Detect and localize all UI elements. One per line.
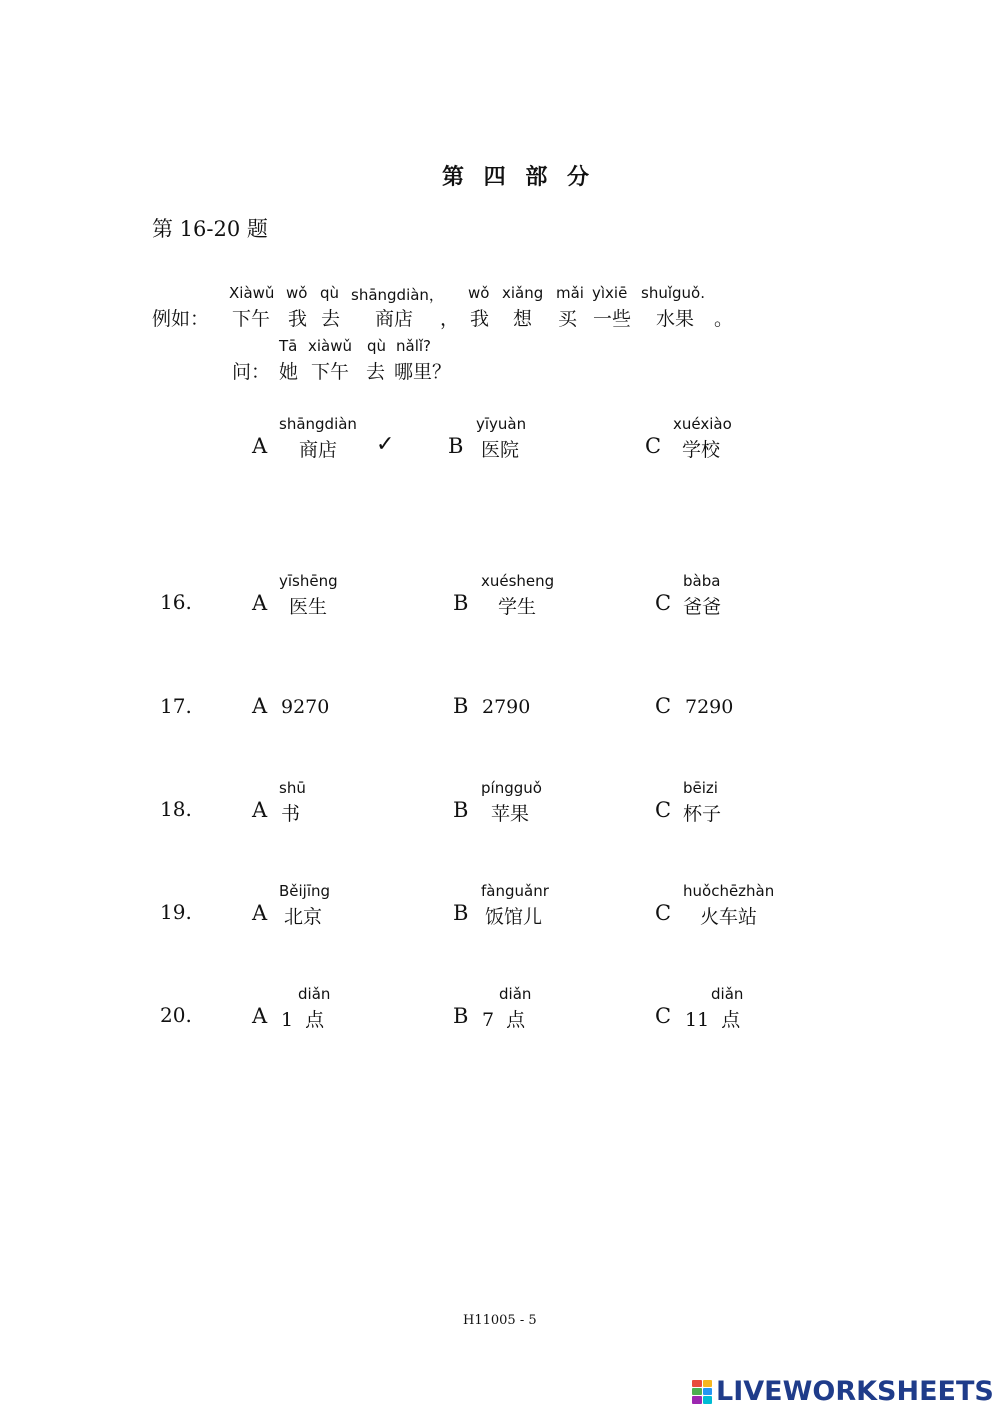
- option-a-letter[interactable]: A: [252, 901, 268, 925]
- example-option-c-hanzi: 学校: [682, 439, 721, 461]
- logo-cell: [703, 1396, 713, 1403]
- option-c-pinyin: bēizi: [683, 779, 718, 797]
- example-hanzi-5: ，: [440, 308, 460, 330]
- example-hanzi-2: 我: [288, 308, 308, 330]
- example-hanzi-3: 去: [321, 308, 341, 330]
- option-c-text[interactable]: 杯子: [683, 803, 722, 825]
- option-b-text[interactable]: 饭馆儿: [485, 906, 543, 928]
- option-b-text[interactable]: 苹果: [491, 803, 530, 825]
- example-hanzi-9: 一些: [593, 308, 632, 330]
- option-a-text[interactable]: 9270: [281, 696, 330, 718]
- option-c-letter[interactable]: C: [655, 694, 672, 718]
- example-hanzi-7: 想: [513, 308, 533, 330]
- example-pinyin-8: yìxiē: [592, 284, 628, 302]
- example-hanzi-4: 商店: [375, 308, 414, 330]
- page-title: 第 四 部 分: [442, 164, 595, 190]
- option-b-pinyin: píngguǒ: [481, 779, 542, 797]
- option-a-letter[interactable]: A: [252, 1004, 268, 1028]
- example-label: 例如：: [152, 308, 210, 330]
- option-a-letter[interactable]: A: [252, 591, 268, 615]
- option-b-pinyin: xuésheng: [481, 572, 555, 590]
- example-hanzi-6: 我: [470, 308, 490, 330]
- page-footer: H11005 - 5: [463, 1313, 537, 1328]
- logo-cell: [692, 1396, 702, 1403]
- logo-cell: [703, 1380, 713, 1387]
- question-number: 18.: [160, 797, 192, 821]
- example-option-b-hanzi: 医院: [481, 439, 520, 461]
- example-hanzi-8: 买: [558, 308, 578, 330]
- option-a-pinyin: shū: [279, 779, 306, 797]
- logo-cell: [703, 1388, 713, 1395]
- logo-text: LIVEWORKSHEETS: [716, 1376, 994, 1407]
- example-hanzi-11: 。: [714, 308, 734, 330]
- question-pinyin-4: nǎlǐ?: [396, 337, 431, 355]
- option-b-text[interactable]: 2790: [482, 696, 531, 718]
- question-pinyin-3: qù: [367, 337, 387, 355]
- checkmark-icon: ✓: [376, 432, 395, 457]
- option-c-text[interactable]: 爸爸: [683, 596, 722, 618]
- example-option-a-hanzi: 商店: [299, 439, 338, 461]
- option-c-pinyin: diǎn: [711, 985, 744, 1003]
- example-pinyin-6: xiǎng: [502, 284, 544, 302]
- option-a-text[interactable]: 书: [281, 803, 301, 825]
- option-a-pinyin: diǎn: [298, 985, 331, 1003]
- example-pinyin-1: Xiàwǔ: [229, 284, 275, 302]
- example-option-c-letter: C: [645, 434, 662, 458]
- option-b-letter[interactable]: B: [453, 694, 469, 718]
- question-number: 20.: [160, 1003, 192, 1027]
- example-pinyin-9: shuǐguǒ.: [641, 284, 705, 302]
- option-b-text[interactable]: 7 点: [482, 1009, 526, 1031]
- option-a-letter[interactable]: A: [252, 694, 268, 718]
- option-b-letter[interactable]: B: [453, 591, 469, 615]
- option-a-text[interactable]: 北京: [284, 906, 323, 928]
- option-b-pinyin: fànguǎnr: [481, 882, 549, 900]
- option-a-text[interactable]: 医生: [289, 596, 328, 618]
- question-hanzi-2: 下午: [311, 361, 350, 383]
- question-hanzi-4: 哪里？: [394, 361, 452, 383]
- example-option-b-pinyin: yīyuàn: [476, 415, 527, 433]
- example-option-a-letter: A: [252, 434, 268, 458]
- example-pinyin-7: mǎi: [556, 284, 584, 302]
- example-pinyin-4: shāngdiàn，: [351, 286, 444, 304]
- question-hanzi-3: 去: [366, 361, 386, 383]
- option-a-pinyin: yīshēng: [279, 572, 338, 590]
- logo-grid-icon: [692, 1380, 712, 1404]
- question-number: 16.: [160, 590, 192, 614]
- question-label: 问：: [232, 361, 271, 383]
- option-b-text[interactable]: 学生: [498, 596, 537, 618]
- option-c-letter[interactable]: C: [655, 591, 672, 615]
- example-pinyin-2: wǒ: [286, 284, 308, 302]
- option-c-text[interactable]: 火车站: [700, 906, 758, 928]
- example-option-c-pinyin: xuéxiào: [673, 415, 732, 433]
- example-option-b-letter: B: [448, 434, 464, 458]
- option-b-letter[interactable]: B: [453, 901, 469, 925]
- option-c-letter[interactable]: C: [655, 1004, 672, 1028]
- question-number: 17.: [160, 694, 192, 718]
- example-hanzi-1: 下午: [232, 308, 271, 330]
- example-pinyin-5: wǒ: [468, 284, 490, 302]
- option-c-text[interactable]: 11 点: [685, 1009, 741, 1031]
- question-pinyin-1: Tā: [279, 337, 298, 355]
- option-b-letter[interactable]: B: [453, 798, 469, 822]
- option-b-pinyin: diǎn: [499, 985, 532, 1003]
- option-c-pinyin: bàba: [683, 572, 721, 590]
- example-option-a-pinyin: shāngdiàn: [279, 415, 357, 433]
- question-number: 19.: [160, 900, 192, 924]
- question-pinyin-2: xiàwǔ: [308, 337, 353, 355]
- option-c-text[interactable]: 7290: [685, 696, 734, 718]
- example-pinyin-3: qù: [320, 284, 340, 302]
- option-c-pinyin: huǒchēzhàn: [683, 882, 775, 900]
- logo-cell: [692, 1380, 702, 1387]
- section-heading: 第 16-20 题: [152, 217, 268, 241]
- option-a-letter[interactable]: A: [252, 798, 268, 822]
- liveworksheets-logo: [692, 1376, 994, 1407]
- option-c-letter[interactable]: C: [655, 798, 672, 822]
- option-c-letter[interactable]: C: [655, 901, 672, 925]
- question-hanzi-1: 她: [279, 361, 299, 383]
- example-hanzi-10: 水果: [656, 308, 695, 330]
- logo-cell: [692, 1388, 702, 1395]
- option-a-text[interactable]: 1 点: [281, 1009, 325, 1031]
- option-b-letter[interactable]: B: [453, 1004, 469, 1028]
- option-a-pinyin: Běijīng: [279, 882, 331, 900]
